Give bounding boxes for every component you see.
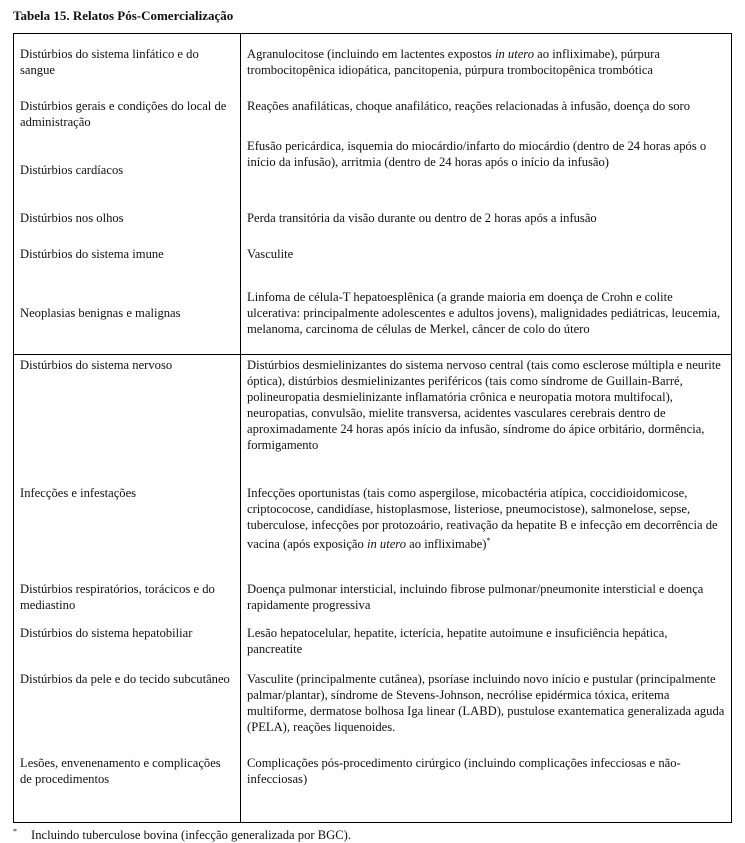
table-row (14, 625, 731, 671)
events-cell: Infecções oportunistas (tais como aspergilose, micobactéria atípica, coccidioidomicose, criptococose, candidíase, histoplasmose, listeriose, pneumocistose), salmonelose, sepse, tuberculose, infecções por protozoário, reativação da hepatite B e infecção em decorrência de vacina (após exposição in utero ao infliximabe)* (247, 486, 718, 552)
category-cell: Distúrbios cardíacos (14, 131, 241, 200)
footnote (13, 824, 351, 843)
events-cell: Distúrbios desmielinizantes do sistema nervoso central (tais como esclerose múltipla e neurite óptica), distúrbios desmielinizantes periféricos (tais como síndrome de Guillain-Barré, polineuropatia desmielinizante inflamatória crônica e neuropatia motora multifocal), neuropatias, convulsão, mielite transversa, acidentes vasculares cerebrais dentro de aproximadamente 24 horas após início da infusão, síndrome do ápice orbitário, dormência, formigamento (247, 358, 721, 452)
table-row (14, 671, 731, 755)
events-cell: Efusão pericárdica, isquemia do miocárdio/infarto do miocárdio (dentro de 24 horas após o início da infusão), arritmia (dentro de 24 horas após o início da infusão) (247, 139, 707, 169)
table-row (14, 34, 731, 90)
table-block-2 (14, 354, 731, 822)
category-cell: Neoplasias benignas e malignas (14, 272, 241, 354)
category-cell: Distúrbios da pele e do tecido subcutâneo (14, 671, 241, 755)
events-cell: Vasculite (principalmente cutânea), psoríase incluindo novo início e pustular (principalmente palmar/plantar), síndrome de Stevens-Johnson, necrólise epidérmica tóxica, eritema multiforme, dermatose bolhosa Iga linear (LABD), pustulose exantematica generalizada aguda (PELA), reações liquenoides. (247, 672, 725, 734)
category-cell: Distúrbios do sistema linfático e do sangue (14, 34, 241, 90)
category-cell: Distúrbios gerais e condições do local de administração (14, 90, 241, 131)
table-row (14, 235, 731, 272)
category-cell: Distúrbios nos olhos (14, 200, 241, 235)
table-row (14, 485, 731, 581)
table-row (14, 355, 731, 485)
table-title: Tabela 15. Relatos Pós-Comercialização (13, 8, 234, 23)
post-marketing-table (13, 33, 732, 823)
events-cell: Agranulocitose (incluindo em lactentes expostos in utero ao infliximabe), púrpura trombocitopênica idiopática, pancitopenia, púrpura trombocitopênica trombótica (247, 47, 660, 77)
category-cell: Distúrbios do sistema imune (14, 235, 241, 272)
events-cell: Lesão hepatocelular, hepatite, icterícia, hepatite autoimune e insuficiência hepática, pancreatite (247, 626, 668, 656)
table-block-1 (14, 34, 731, 354)
events-cell: Complicações pós-procedimento cirúrgico (incluindo complicações infecciosas e não-infecciosas) (247, 756, 681, 786)
table-row (14, 755, 731, 822)
events-cell: Reações anafiláticas, choque anafilático, reações relacionadas à infusão, doença do soro (247, 99, 691, 113)
table-row (14, 200, 731, 235)
table-row (14, 272, 731, 354)
table-row (14, 90, 731, 131)
footnote-mark: * (13, 827, 17, 836)
events-cell: Linfoma de célula-T hepatoesplênica (a grande maioria em doença de Crohn e colite ulcerativa: principalmente adolescentes e adultos jovens), malignidades pediátricas, leucemia, melanoma, carcinoma de células de Merkel, câncer de colo do útero (247, 290, 721, 336)
events-cell: Vasculite (247, 246, 294, 261)
footnote-text: Incluindo tuberculose bovina (infecção generalizada por BGC). (31, 828, 351, 843)
table-row (14, 581, 731, 625)
category-cell: Distúrbios do sistema hepatobiliar (14, 625, 241, 671)
category-cell: Distúrbios respiratórios, torácicos e do mediastino (14, 581, 241, 625)
category-cell: Lesões, envenenamento e complicações de procedimentos (14, 755, 241, 822)
events-cell: Perda transitória da visão durante ou dentro de 2 horas após a infusão (247, 210, 597, 225)
category-cell: Distúrbios do sistema nervoso (14, 355, 241, 485)
category-cell: Infecções e infestações (14, 485, 241, 581)
table-row (14, 131, 731, 200)
events-cell: Doença pulmonar intersticial, incluindo fibrose pulmonar/pneumonite intersticial e doença rapidamente progressiva (247, 582, 704, 612)
